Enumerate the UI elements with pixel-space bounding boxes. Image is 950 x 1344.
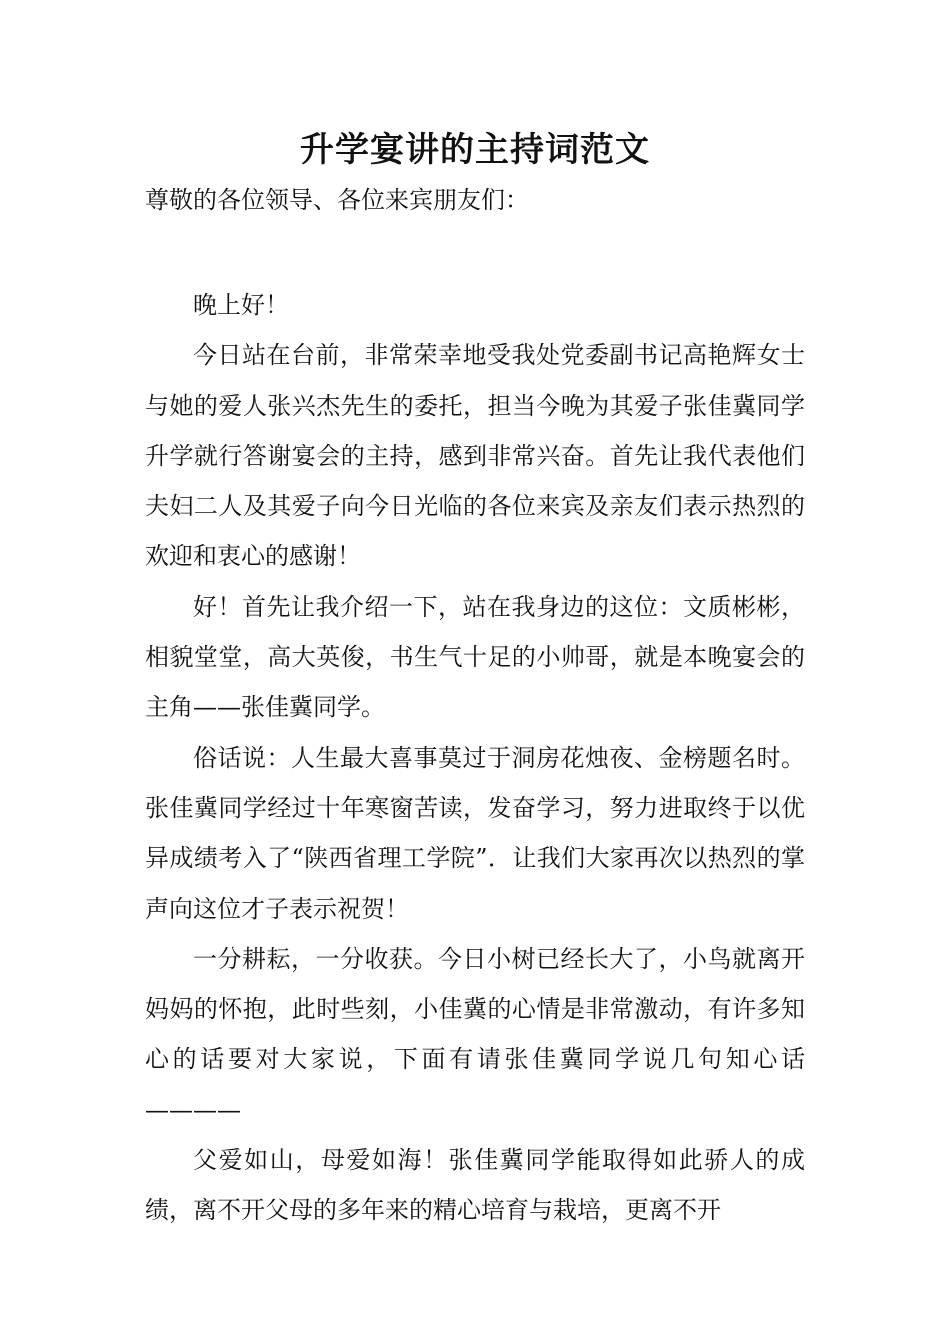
- salutation: 尊敬的各位领导、各位来宾朋友们：: [145, 186, 529, 214]
- paragraph: 父爱如山，母爱如海！张佳冀同学能取得如此骄人的成绩，离不开父母的多年来的精心培育与栽培，更离不开: [145, 1146, 805, 1225]
- paragraph: 今日站在台前，非常荣幸地受我处党委副书记高艳辉女士与她的爱人张兴杰先生的委托，担当今晚为其爱子张佳冀同学升学就行答谢宴会的主持，感到非常兴奋。首先让我代表他们夫妇二人及其爱子向今日光临的各位来宾及亲友们表示热烈的欢迎和衷心的感谢！: [145, 341, 805, 571]
- document-title: 升学宴讲的主持词范文: [300, 130, 650, 170]
- paragraph: 好！首先让我介绍一下，站在我身边的这位：文质彬彬，相貌堂堂，高大英俊，书生气十足的小帅哥，就是本晚宴会的主角——张佳冀同学。: [145, 592, 805, 722]
- paragraph-greeting: 晚上好！: [193, 291, 289, 319]
- paragraph: 一分耕耘，一分收获。今日小树已经长大了，小鸟就离开妈妈的怀抱，此时些刻，小佳冀的心情是非常激动，有许多知心的话要对大家说，下面有请张佳冀同学说几句知心话————: [145, 944, 805, 1124]
- document-body: [145, 280, 805, 1236]
- paragraph: 俗话说：人生最大喜事莫过于洞房花烛夜、金榜题名时。张佳冀同学经过十年寒窗苦读，发奋学习，努力进取终于以优异成绩考入了“陕西省理工学院”．让我们大家再次以热烈的掌声向这位才子表示祝贺！: [145, 743, 805, 923]
